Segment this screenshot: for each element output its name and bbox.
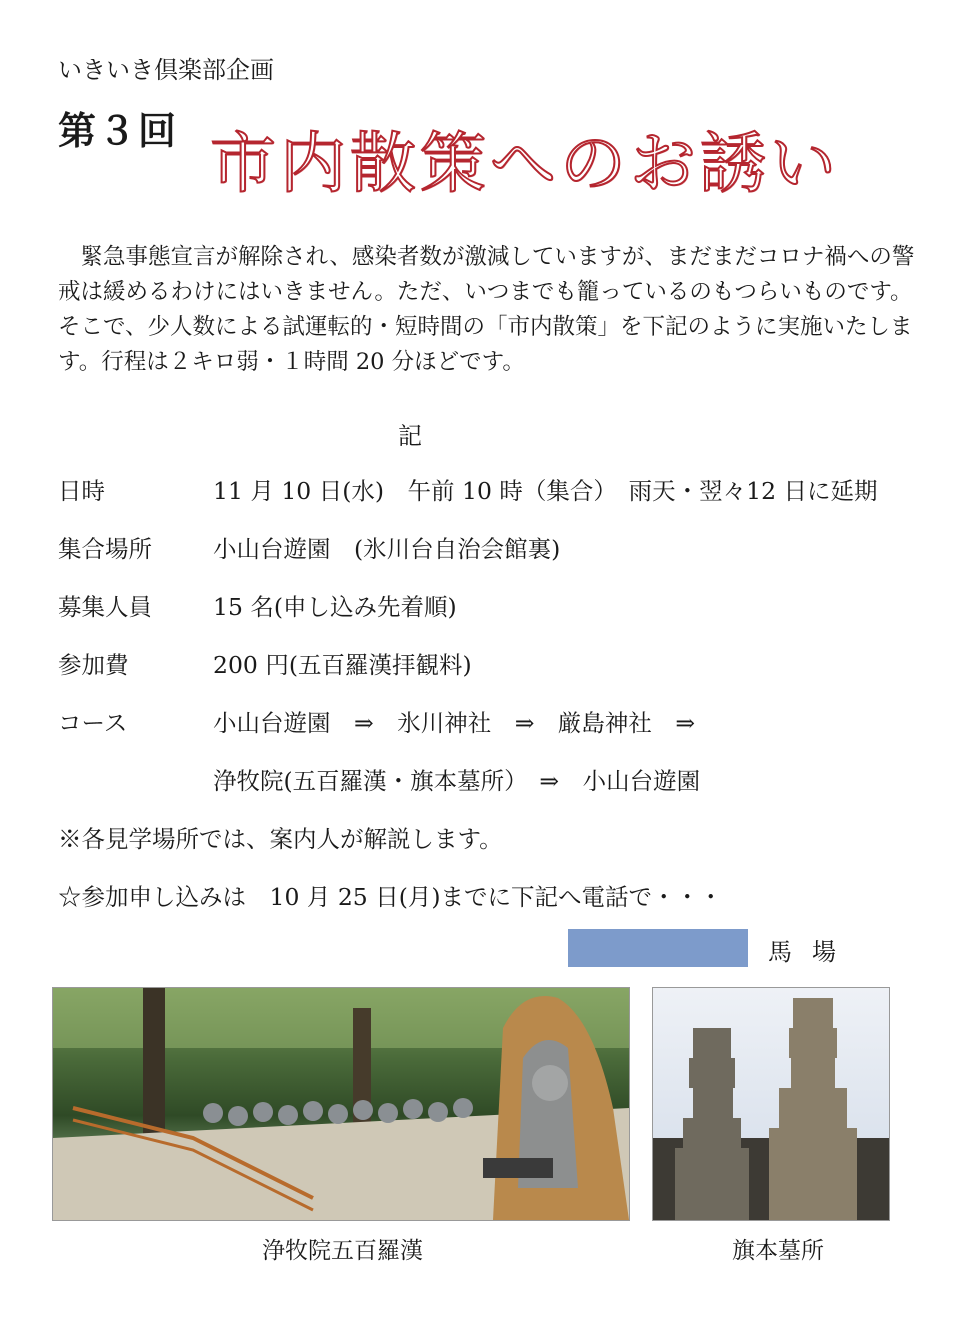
detail-label: 参加費 (58, 651, 129, 679)
rakan-statues-photo (52, 987, 630, 1221)
detail-row-fee (58, 646, 472, 680)
ki-heading: 記 (398, 422, 422, 450)
intro-line: そこで、少人数による試運転的・短時間の「市内散策」を下記のように実施いたしま (58, 314, 913, 340)
course-line-2: 浄牧院(五百羅漢・旗本墓所） ⇒ 小山台遊園 (213, 767, 701, 795)
organizer-label: いきいき倶楽部企画 (58, 56, 274, 84)
intro-line: 戒は緩めるわけにはいきません。ただ、いつまでも籠っているのもつらいものです。 (58, 279, 913, 305)
detail-label: 集合場所 (58, 535, 152, 563)
detail-row-meeting (58, 530, 560, 564)
intro-line: 緊急事態宣言が解除され、感染者数が激減していますが、まだまだコロナ禍への警 (58, 244, 915, 270)
detail-row-capacity (58, 588, 457, 622)
left-photo-caption: 浄牧院五百羅漢 (262, 1238, 423, 1264)
detail-value: 15 名(申し込み先着順) (213, 593, 457, 621)
detail-value: 200 円(五百羅漢拝観料) (213, 651, 472, 679)
detail-value: 小山台遊園 ⇒ 氷川神社 ⇒ 厳島神社 ⇒ (213, 709, 696, 737)
redacted-contact-box (568, 929, 748, 967)
guide-note: ※各見学場所では、案内人が解説します。 (58, 825, 503, 853)
detail-label: 日時 (58, 477, 105, 505)
intro-paragraph (58, 240, 928, 380)
flyer-title: 市内散策へのお誘い (210, 125, 840, 202)
hatamoto-graves-illustration (653, 988, 889, 1220)
contact-name: 馬場 (768, 938, 856, 966)
intro-line: す。行程は２キロ弱・１時間 20 分ほどです。 (58, 349, 525, 375)
rakan-statues-illustration (53, 988, 629, 1220)
detail-label: 募集人員 (58, 593, 152, 621)
right-photo-caption: 旗本墓所 (732, 1238, 824, 1264)
apply-note: ☆参加申し込みは 10 月 25 日(月)までに下記へ電話で・・・ (58, 883, 723, 911)
detail-value: 小山台遊園 (氷川台自治会館裏) (213, 535, 561, 563)
detail-value: 11 月 10 日(水) 午前 10 時（集合） 雨天・翌々12 日に延期 (213, 477, 878, 505)
detail-label: コース (58, 709, 128, 737)
detail-row-course (58, 704, 695, 738)
detail-row-datetime (58, 472, 878, 506)
hatamoto-graves-photo (652, 987, 890, 1221)
edition-number: 第３回 (58, 109, 179, 153)
